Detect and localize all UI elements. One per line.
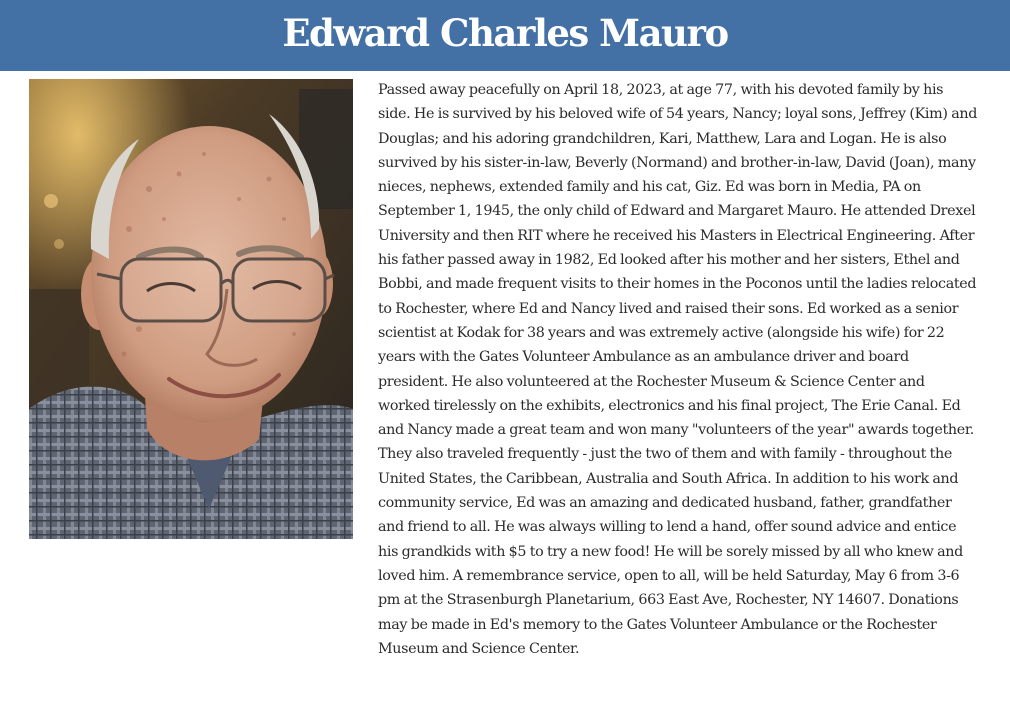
header-banner [0, 0, 1010, 71]
page-title: Edward Charles Mauro [282, 11, 728, 55]
portrait-photo [29, 79, 353, 539]
obituary-text: Passed away peacefully on April 18, 2023, at age 77, with his devoted family by his side. He is survived by his beloved wife of 54 years, Nancy; loyal sons, Jeffrey (Kim) and Douglas; and his adoring grandchildren, Kari, Matthew, Lara and Logan. He is also survived by his sister-in-law, Beverly (Normand) and brother-in-law, David (Joan), many nieces, nephews, extended family and his cat, Giz. Ed was born in Media, PA on September 1, 1945, the only child of Edward and Margaret Mauro. He attended Drexel University and then RIT where he received his Masters in Electrical Engineering. After his father passed away in 1982, Ed looked after his mother and her sisters, Ethel and Bobbi, and made frequent visits to their homes in the Poconos until the ladies relocated to Rochester, where Ed and Nancy lived and raised their sons. Ed worked as a senior scientist at Kodak for 38 years and was extremely active (alongside his wife) for 22 years with the Gates Volunteer Ambulance as an ambulance driver and board president. He also volunteered at the Rochester Museum & Science Center and worked tirelessly on the exhibits, electronics and his final project, The Erie Canal. Ed and Nancy made a great team and won many "volunteers of the year" awards together. They also traveled frequently - just the two of them and with family - throughout the United States, the Caribbean, Australia and South Africa. In addition to his work and community service, Ed was an amazing and dedicated husband, father, grandfather and friend to all. He was always willing to lend a hand, offer sound advice and entice his grandkids with $5 to try a new food! He will be sorely missed by all who knew and loved him. A remembrance service, open to all, will be held Saturday, May 6 from 3-6 pm at the Strasenburgh Planetarium, 663 East Ave, Rochester, NY 14607. Donations may be made in Ed's memory to the Gates Volunteer Ambulance or the Rochester Museum and Science Center. [378, 82, 978, 657]
